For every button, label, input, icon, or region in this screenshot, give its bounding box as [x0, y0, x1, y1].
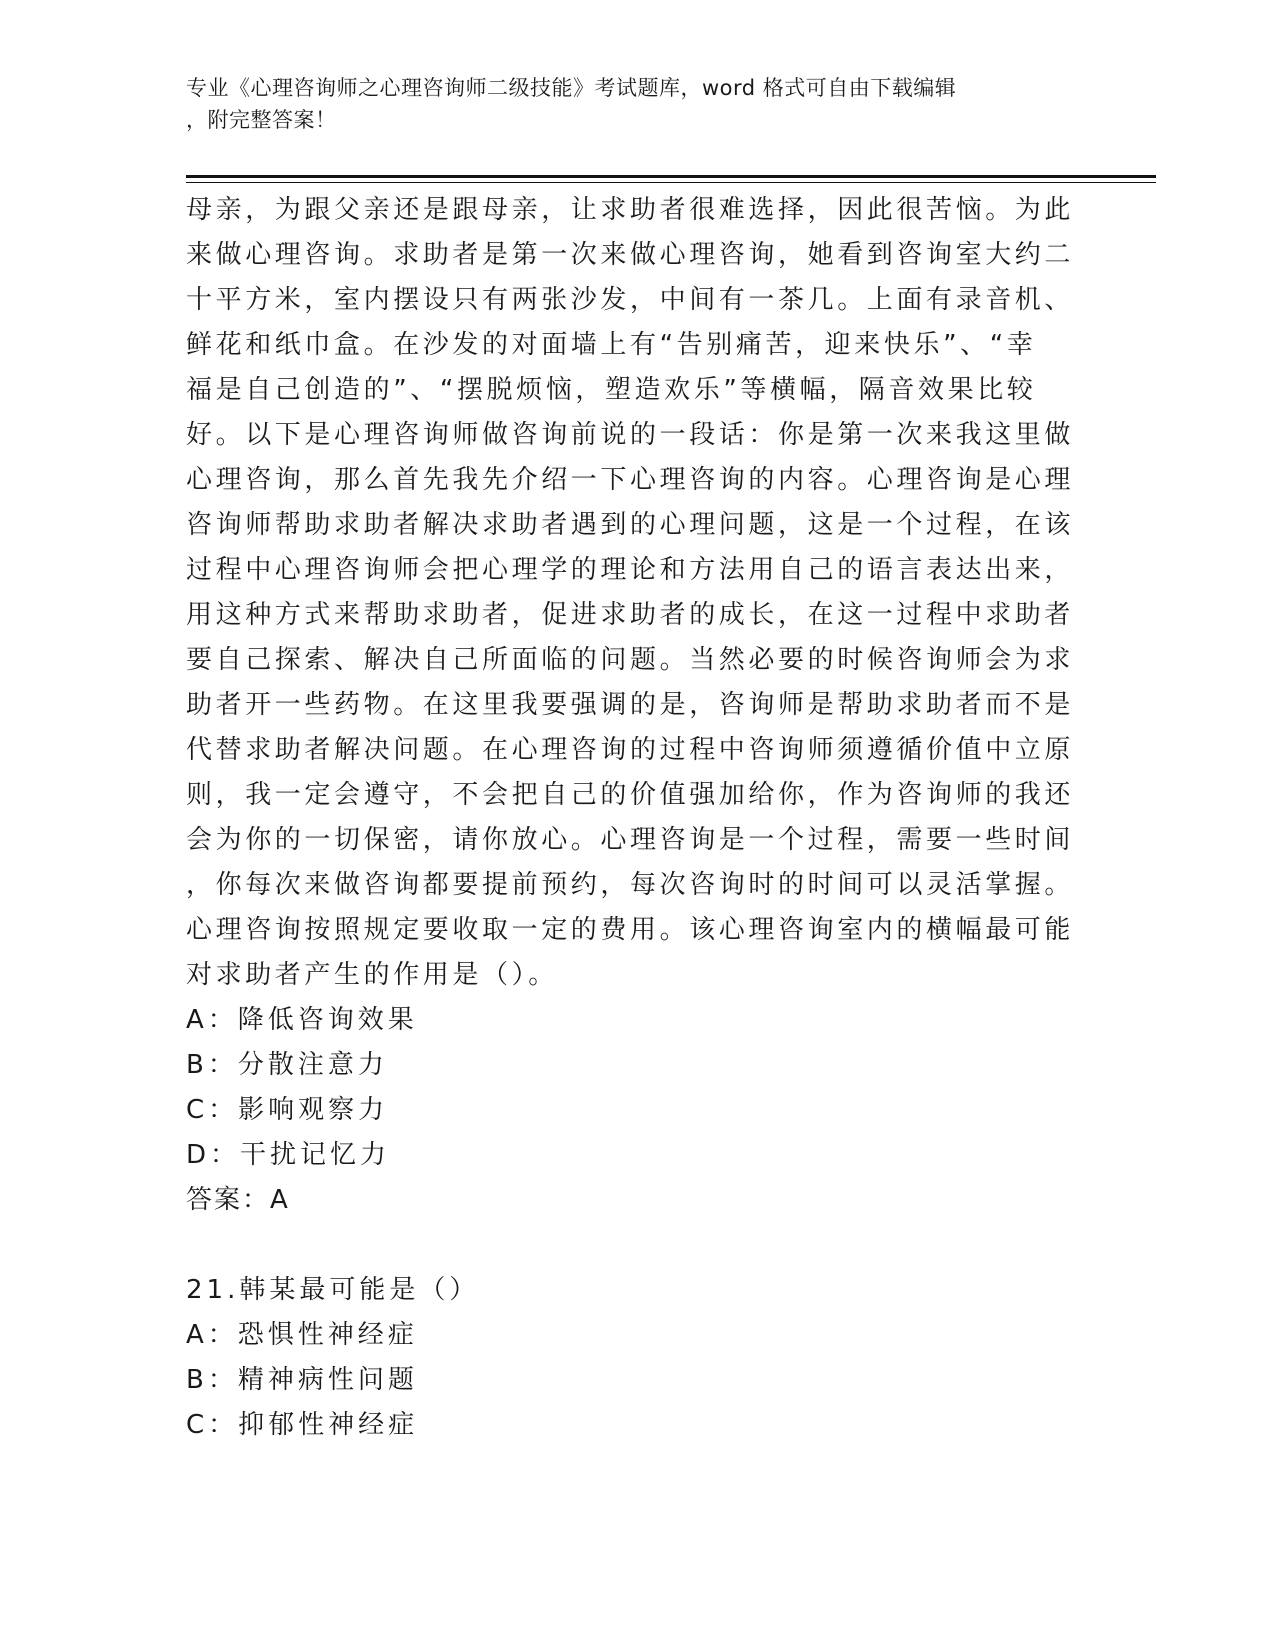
answer-line: 答案：A — [186, 1185, 290, 1215]
option-b: B：精神病性问题 — [186, 1365, 418, 1395]
header-line-2: ，附完整答案！ — [186, 108, 337, 132]
passage-line: 来做心理咨询。求助者是第一次来做心理咨询，她看到咨询室大约二 — [186, 240, 1075, 270]
question-21 — [186, 1268, 1066, 1448]
header-line-1: 专业《心理咨询师之心理咨询师二级技能》考试题库，word 格式可自由下载编辑 — [186, 76, 957, 100]
passage-line: 助者开一些药物。在这里我要强调的是，咨询师是帮助求助者而不是 — [186, 690, 1075, 720]
passage-line: 十平方米，室内摆设只有两张沙发，中间有一茶几。上面有录音机、 — [186, 285, 1075, 315]
passage-line: 福是自己创造的”、“摆脱烦恼，塑造欢乐”等横幅，隔音效果比较 — [186, 375, 1037, 405]
option-a: A：恐惧性神经症 — [186, 1320, 418, 1350]
header-rule-thick — [186, 175, 1156, 178]
passage-line: 好。以下是心理咨询师做咨询前说的一段话：你是第一次来我这里做 — [186, 420, 1075, 450]
question-passage — [186, 188, 1075, 998]
option-a: A：降低咨询效果 — [186, 1005, 418, 1035]
passage-line: ，你每次来做咨询都要提前预约，每次咨询时的时间可以灵活掌握。 — [186, 870, 1075, 900]
passage-line: 咨询师帮助求助者解决求助者遇到的心理问题，这是一个过程，在该 — [186, 510, 1075, 540]
passage-line: 鲜花和纸巾盒。在沙发的对面墙上有“告别痛苦，迎来快乐”、“幸 — [186, 330, 1037, 360]
passage-line: 要自己探索、解决自己所面临的问题。当然必要的时候咨询师会为求 — [186, 645, 1075, 675]
passage-line: 用这种方式来帮助求助者，促进求助者的成长，在这一过程中求助者 — [186, 600, 1075, 630]
passage-line: 心理咨询按照规定要收取一定的费用。该心理咨询室内的横幅最可能 — [186, 915, 1075, 945]
passage-line: 对求助者产生的作用是（）。 — [186, 960, 558, 990]
option-c: C：影响观察力 — [186, 1095, 389, 1125]
passage-line: 代替求助者解决问题。在心理咨询的过程中咨询师须遵循价值中立原 — [186, 735, 1075, 765]
document-header — [186, 72, 1066, 136]
passage-line: 会为你的一切保密，请你放心。心理咨询是一个过程，需要一些时间 — [186, 825, 1075, 855]
question-spacer — [186, 1223, 1066, 1268]
option-b: B：分散注意力 — [186, 1050, 388, 1080]
passage-line: 过程中心理咨询师会把心理学的理论和方法用自己的语言表达出来， — [186, 555, 1075, 585]
option-c: C：抑郁性神经症 — [186, 1410, 419, 1440]
question-21-stem: 21.韩某最可能是（） — [186, 1275, 480, 1305]
passage-line: 母亲，为跟父亲还是跟母亲，让求助者很难选择，因此很苦恼。为此 — [186, 195, 1075, 225]
passage-line: 心理咨询，那么首先我先介绍一下心理咨询的内容。心理咨询是心理 — [186, 465, 1075, 495]
header-rule-thin — [186, 182, 1156, 183]
option-d: D：干扰记忆力 — [186, 1140, 391, 1170]
question-options — [186, 998, 1066, 1178]
passage-line: 则，我一定会遵守，不会把自己的价值强加给你，作为咨询师的我还 — [186, 780, 1075, 810]
document-body — [186, 188, 1075, 1448]
